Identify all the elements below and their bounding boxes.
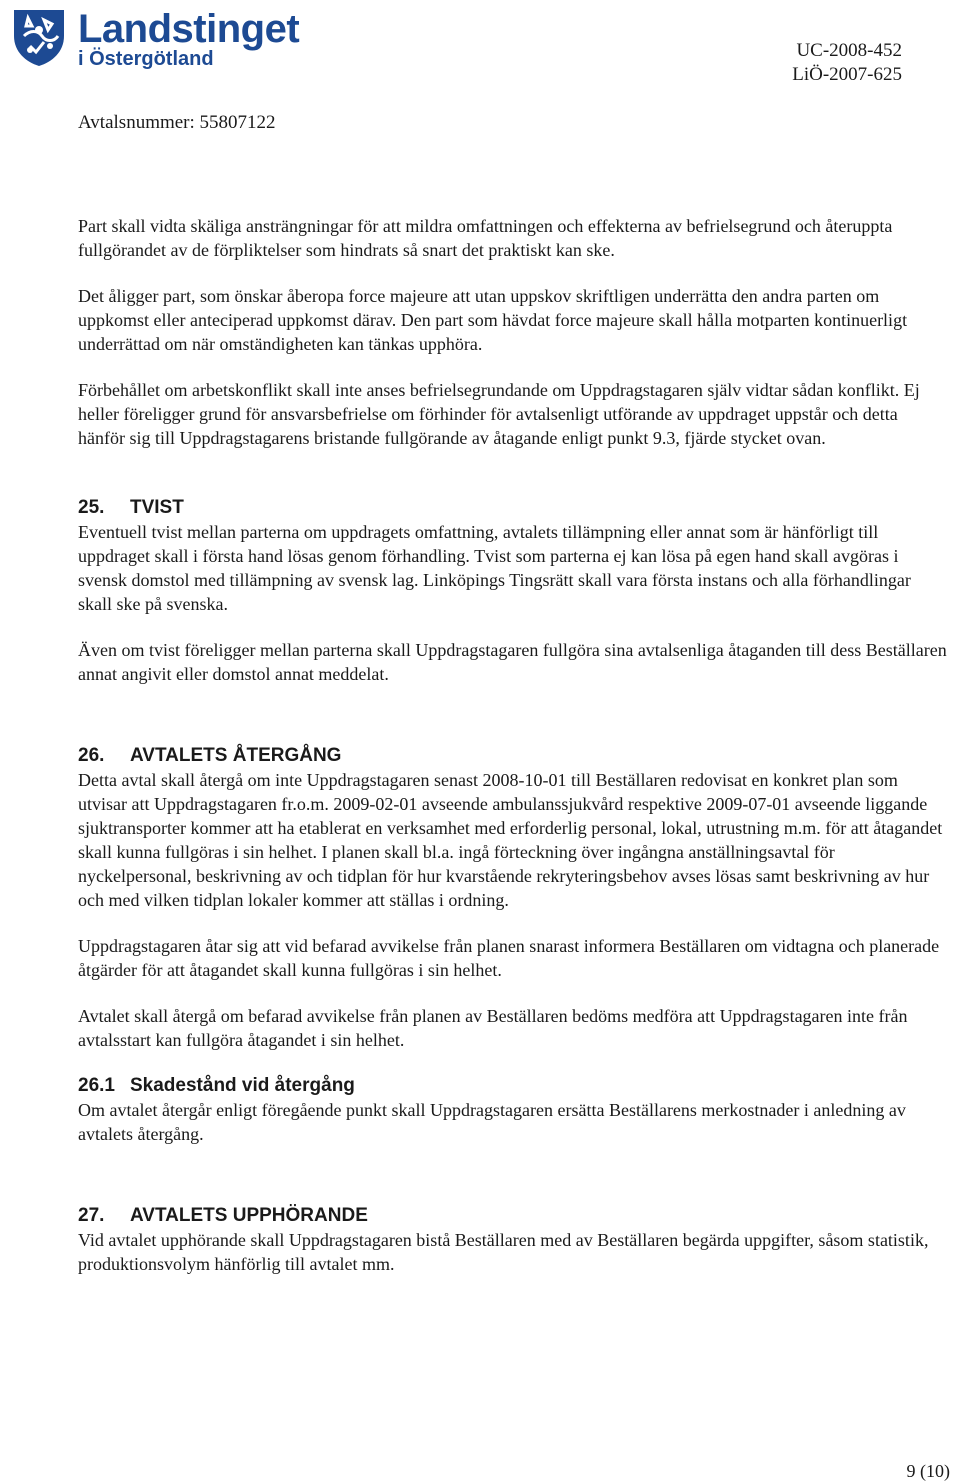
document-body [78, 214, 948, 1276]
organization-logo [8, 6, 298, 72]
section-number: 26.1 [78, 1075, 115, 1096]
section-26-1-heading [78, 1074, 948, 1098]
logo-subtitle: i Östergötland [78, 48, 214, 70]
section-25-heading [78, 496, 948, 520]
section-number: 27. [78, 1205, 105, 1226]
paragraph: Även om tvist föreligger mellan parterna skall Uppdragstagaren fullgöra sina avtalsenliga åtaganden till dess Beställaren annat angivit eller domstol annat meddelat. [78, 640, 947, 684]
section-title: Skadestånd vid återgång [130, 1075, 355, 1096]
paragraph: Eventuell tvist mellan parterna om uppdragets omfattning, avtalets tillämpning eller annat som är hänförligt till uppdraget skall i första hand lösas genom förhandling. Tvist som parterna ej kan lösa på egen hand skall avgöras i svensk domstol med tillämpning av svensk lag. Linköpings Tingsrätt skall vara första instans och alla förhandlingar skall ske på svenska. [78, 522, 911, 614]
reference-number-2: LiÖ-2007-625 [792, 64, 902, 85]
paragraph: Vid avtalet upphörande skall Uppdragstagaren bistå Beställaren med av Beställaren begärda uppgifter, såsom statistik, produktionsvolym hänförlig till avtalet mm. [78, 1230, 929, 1274]
section-number: 26. [78, 745, 105, 766]
paragraph: Avtalet skall återgå om befarad avvikelse från planen av Beställaren bedöms medföra att Uppdragstagaren inte från avtalsstart kan fullgöra åtagandet i sin helhet. [78, 1006, 908, 1050]
section-number: 25. [78, 497, 105, 518]
section-title: TVIST [130, 497, 184, 518]
section-26-heading [78, 744, 948, 768]
paragraph: Uppdragstagaren åtar sig att vid befarad avvikelse från planen snarast informera Beställaren om vidtagna och planerade åtgärder för att åtagandet skall kunna fullgöras i sin helhet. [78, 936, 940, 980]
county-coat-of-arms-icon [8, 6, 70, 68]
paragraph: Förbehållet om arbetskonflikt skall inte anses befrielsegrundande om Uppdragstagaren själv vidtar sådan konflikt. Ej heller föreligger grund för ansvarsbefrielse om förhinder för avtalsenligt utförande av uppdraget uppstår och detta hänför sig till Uppdragstagarens bristande fullgörande av åtagande enligt punkt 9.3, fjärde stycket ovan. [78, 380, 920, 448]
section-title: AVTALETS ÅTERGÅNG [130, 745, 342, 766]
paragraph: Detta avtal skall återgå om inte Uppdragstagaren senast 2008-10-01 till Beställaren redovisat en konkret plan som utvisar att Uppdragstagaren fr.o.m. 2009-02-01 avseende ambulanssjukvård respektive 2009-07-01 avseende liggande sjuktransporter kommer att ha etablerat en verksamhet med erforderlig personal, lokal, utrustning m.m. för att åtagandet skall kunna fullgöras i sin helhet. I planen skall bl.a. ingå förteckning över ingångna anställningsavtal för nyckelpersonal, beskrivning av och tidplan för hur kvarstående rekryteringsbehov avses lösas samt beskrivning av hur och med vilken tidplan lokaler kommer att ställas i ordning. [78, 770, 943, 910]
reference-number-1: UC-2008-452 [796, 40, 902, 61]
section-27-heading [78, 1204, 948, 1228]
paragraph: Part skall vidta skäliga ansträngningar för att mildra omfattningen och effekterna av befrielsegrund och återuppta fullgörandet av de förpliktelser som hindrats så snart det praktiskt kan ske. [78, 216, 893, 260]
paragraph: Det åligger part, som önskar åberopa force majeure att utan uppskov skriftligen underrätta den andra parten om uppkomst eller anteciperad uppkomst därav. Den part som hävdat force majeure skall hålla motparten kontinuerligt underrättad om när omständigheten kan tänkas upphöra. [78, 286, 908, 354]
logo-title: Landstinget [78, 7, 300, 51]
contract-number: Avtalsnummer: 55807122 [78, 112, 276, 133]
section-title: AVTALETS UPPHÖRANDE [130, 1205, 368, 1226]
page-number: 9 (10) [906, 1461, 950, 1481]
paragraph: Om avtalet återgår enligt föregående punkt skall Uppdragstagaren ersätta Beställarens merkostnader i anledning av avtalets återgång. [78, 1100, 906, 1144]
